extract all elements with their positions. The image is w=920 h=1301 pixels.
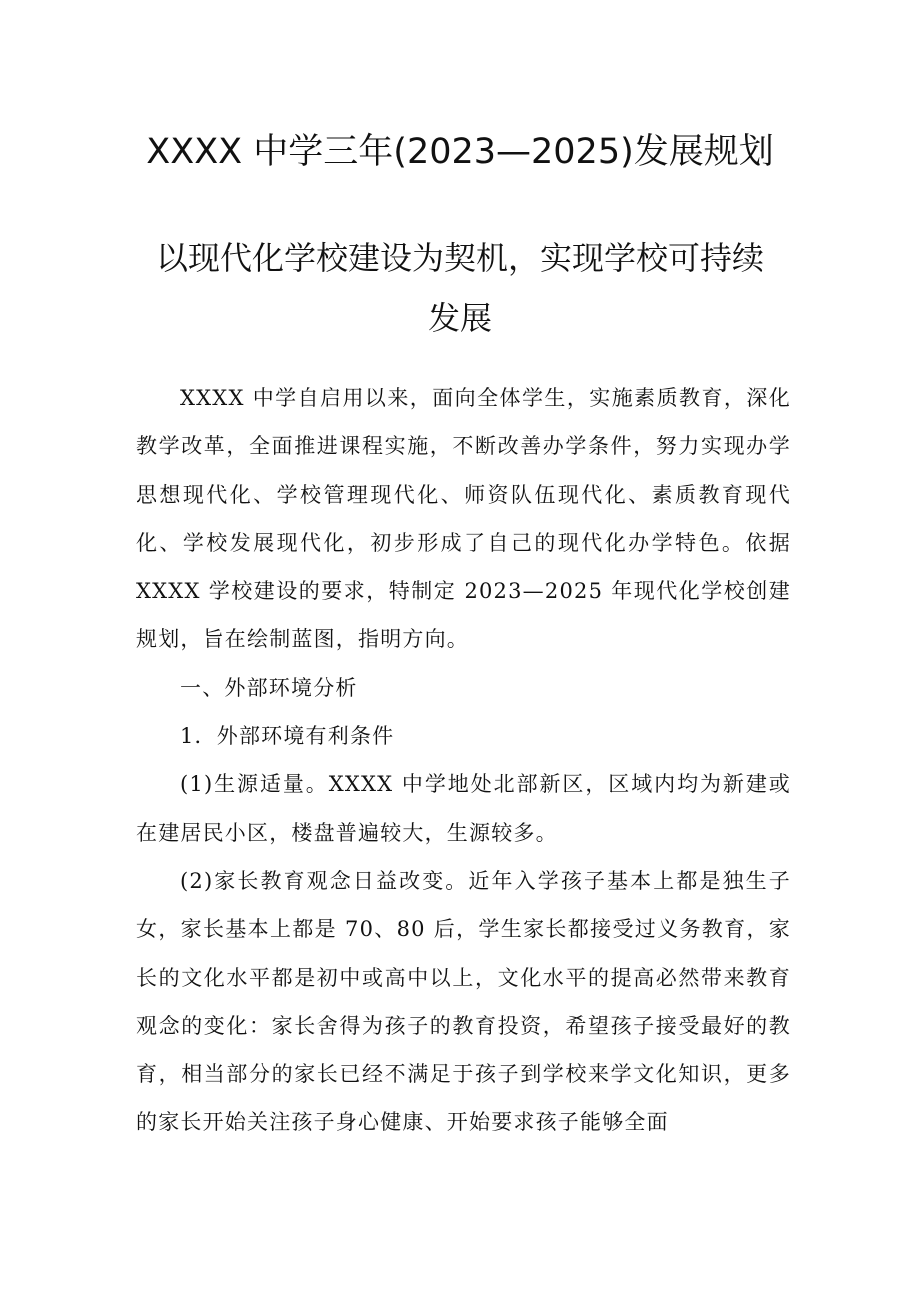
subtitle-line-1: 以现代化学校建设为契机，实现学校可持续 xyxy=(155,239,764,277)
section-heading: 一、外部环境分析 xyxy=(180,675,358,700)
item-paragraph-2: (2)家长教育观念日益改变。近年入学孩子基本上都是独生子女，家长基本上都是 70、80 后，学生家长都接受过义务教育，家长的文化水平都是初中或高中以上，文化水平的提高必然带来教育观念的变化：家长舍得为孩子的教育投资，希望孩子接受最好的教育，相当部分的家长已经不满足于孩子到学校来学文化知识，更多的家长开始关注孩子身心健康、开始要求孩子能够全面 xyxy=(136,868,791,1135)
document-title: XXXX 中学三年(2023—2025)发展规划 xyxy=(146,132,774,172)
intro-paragraph: XXXX 中学自启用以来，面向全体学生，实施素质教育，深化教学改革，全面推进课程实施，不断改善办学条件，努力实现办学思想现代化、学校管理现代化、师资队伍现代化、素质教育现代化、学校发展现代化，初步形成了自己的现代化办学特色。依据 XXXX 学校建设的要求，特制定 2023—2025 年现代化学校创建规划，旨在绘制蓝图，指明方向。 xyxy=(136,386,791,652)
document-subtitle xyxy=(0,228,920,348)
document-body xyxy=(136,374,791,1147)
subsection-heading: 1．外部环境有利条件 xyxy=(180,724,395,749)
subtitle-line-2: 发展 xyxy=(427,299,492,337)
item-paragraph-1: (1)生源适量。XXXX 中学地处北部新区，区域内均为新建或在建居民小区，楼盘普遍较大，生源较多。 xyxy=(136,772,791,845)
